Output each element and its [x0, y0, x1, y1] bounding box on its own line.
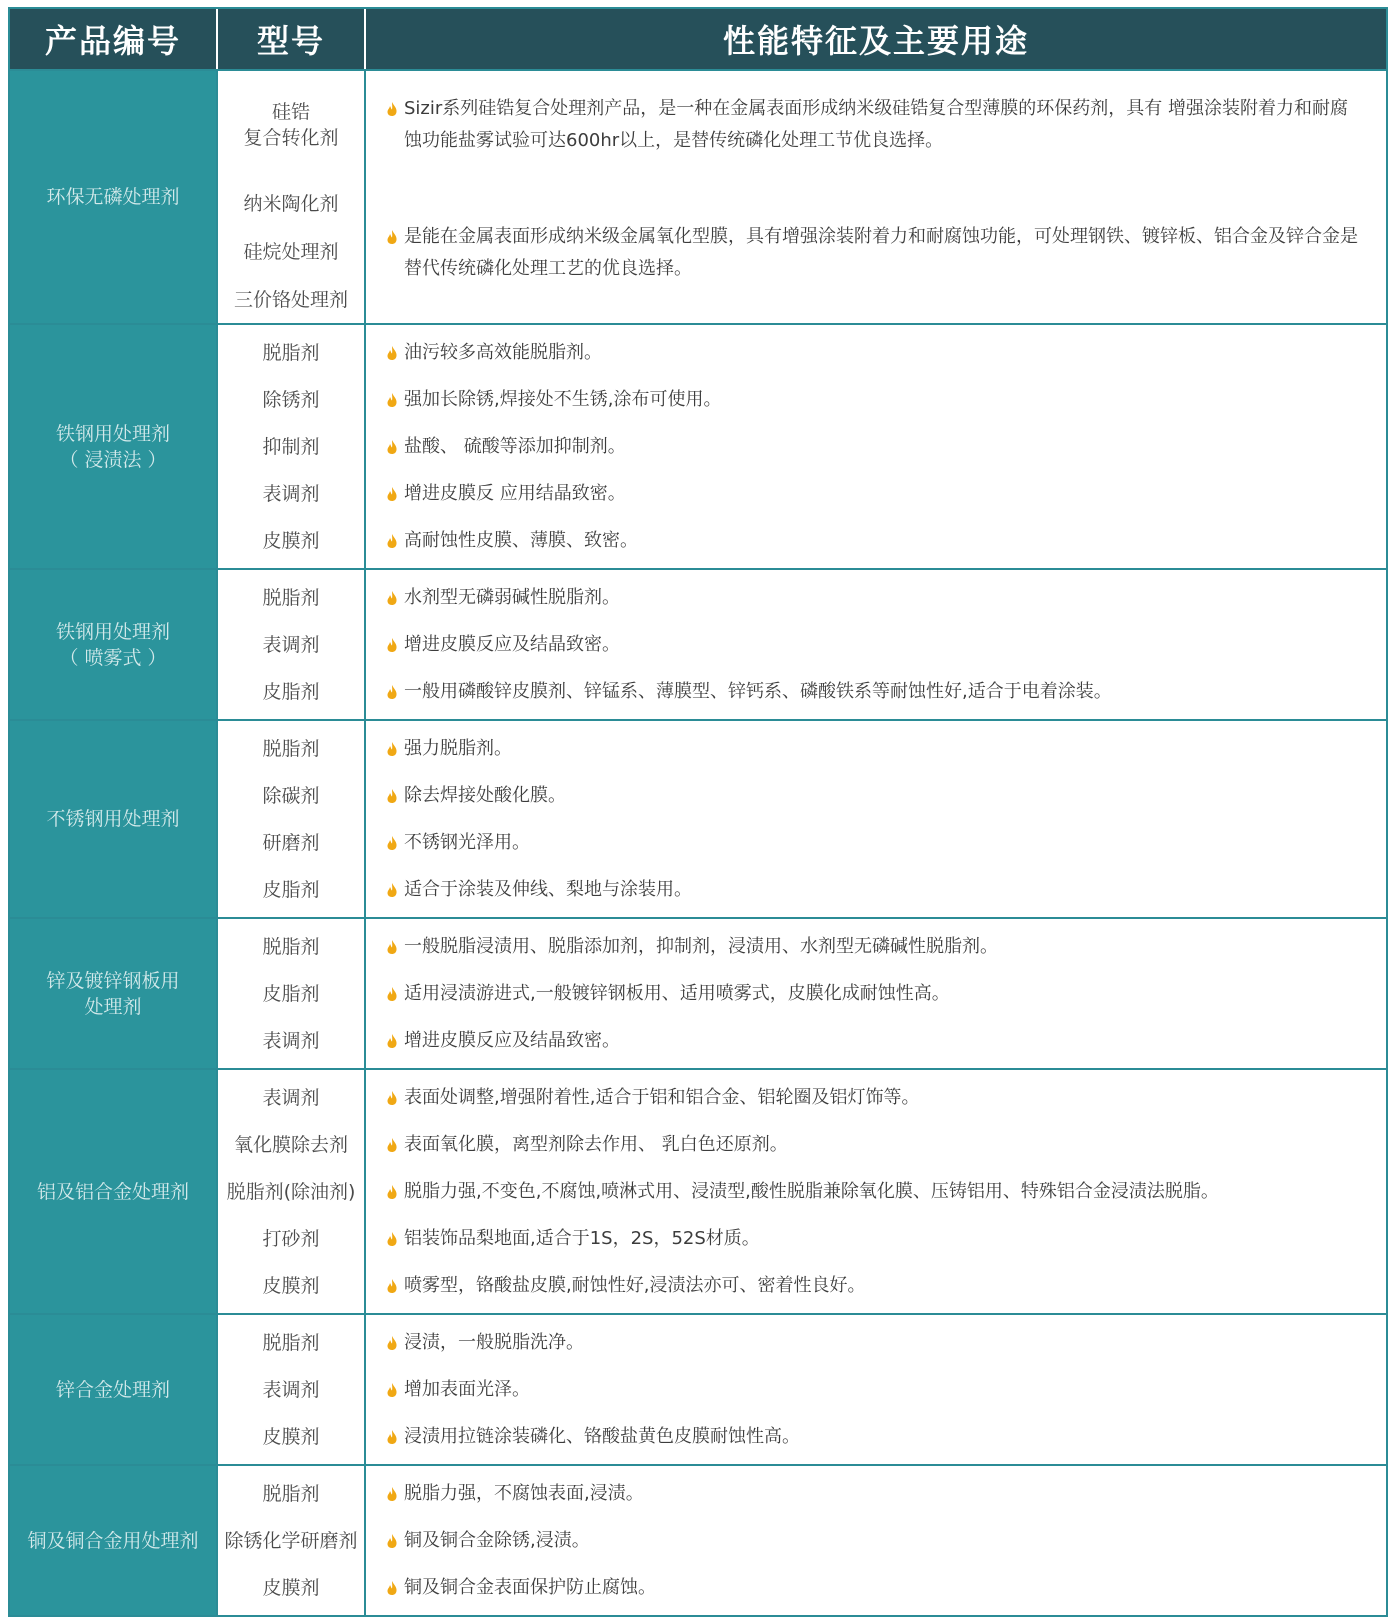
feature-description: 铝装饰品梨地面,适合于1S，2S，52S材质。 [404, 1227, 760, 1249]
model-name: 抑制剂 [262, 435, 320, 458]
model-name: 皮膜剂 [262, 529, 320, 552]
feature-description: 水剂型无磷弱碱性脱脂剂。 [404, 586, 620, 608]
model-name: 表调剂 [262, 1029, 320, 1052]
model-name: 皮膜剂 [262, 1274, 320, 1297]
flame-bullet-icon [386, 629, 400, 661]
model-name: 皮脂剂 [262, 982, 320, 1005]
model-cell [216, 1466, 366, 1615]
flame-bullet-icon-shape [386, 1486, 398, 1502]
model-cell [216, 71, 366, 323]
model-name: 硅烷处理剂 [243, 241, 339, 263]
feature-text [366, 1470, 1386, 1517]
feature-text [366, 574, 1386, 621]
feature-description: 不锈钢光泽用。 [404, 831, 530, 853]
category-cell: 铁钢用处理剂 （ 喷雾式 ） [10, 570, 216, 719]
feature-text [366, 1517, 1386, 1564]
category-cell: 锌合金处理剂 [10, 1315, 216, 1464]
model-name: 脱脂剂 [262, 1482, 320, 1505]
flame-bullet-icon-shape [386, 986, 398, 1002]
header-product-code: 产品编号 [10, 9, 218, 69]
flame-bullet-icon-shape [386, 345, 398, 361]
flame-bullet-icon-shape [386, 1137, 398, 1153]
flame-bullet-icon [386, 780, 400, 812]
feature-text [366, 1168, 1386, 1215]
model-name: 脱脂剂 [262, 737, 320, 760]
feature-cell [366, 1466, 1386, 1615]
feature-text [366, 1215, 1386, 1262]
flame-bullet-icon-shape [386, 637, 398, 653]
feature-text [366, 1319, 1386, 1366]
model-name: 皮膜剂 [262, 1425, 320, 1448]
model-name: 皮脂剂 [262, 878, 320, 901]
feature-description: 表面氧化膜，离型剂除去作用、 乳白色还原剂。 [404, 1133, 788, 1155]
feature-description: 脱脂力强,不变色,不腐蚀,喷淋式用、浸渍型,酸性脱脂兼除氧化膜、压铸铝用、特殊铝合金浸渍法脱脂。 [404, 1180, 1219, 1202]
flame-bullet-icon [386, 582, 400, 614]
feature-text [366, 819, 1386, 866]
feature-text [366, 423, 1386, 470]
flame-bullet-icon [386, 478, 400, 510]
feature-text [366, 517, 1386, 564]
feature-text [366, 1413, 1386, 1460]
model-name: 脱脂剂 [262, 1331, 320, 1354]
feature-text [366, 93, 1386, 157]
table-group [10, 1068, 1386, 1313]
flame-bullet-icon [386, 1421, 400, 1453]
model-name: 三价铬处理剂 [233, 289, 348, 311]
product-table [8, 7, 1388, 1617]
model-name: 氧化膜除去剂 [233, 1133, 348, 1156]
flame-bullet-icon-shape [386, 1429, 398, 1445]
flame-bullet-icon-shape [386, 741, 398, 757]
category-cell: 铁钢用处理剂 （ 浸渍法 ） [10, 325, 216, 568]
feature-text [366, 1121, 1386, 1168]
feature-text [366, 376, 1386, 423]
model-name: 表调剂 [262, 1378, 320, 1401]
flame-bullet-icon [386, 221, 400, 253]
flame-bullet-icon [386, 1223, 400, 1255]
model-name: 表调剂 [262, 633, 320, 656]
flame-bullet-icon-shape [386, 1382, 398, 1398]
feature-text [366, 329, 1386, 376]
model-name: 除锈化学研磨剂 [224, 1529, 358, 1552]
model-cell [216, 1070, 366, 1313]
feature-description: 增进皮膜反应及结晶致密。 [404, 633, 620, 655]
feature-cell [366, 325, 1386, 568]
feature-description: 脱脂力强，不腐蚀表面,浸渍。 [404, 1482, 644, 1504]
feature-description: 一般脱脂浸渍用、脱脂添加剂，抑制剂，浸渍用、水剂型无磷碱性脱脂剂。 [404, 935, 998, 957]
feature-cell [366, 71, 1386, 323]
flame-bullet-icon-shape [386, 1231, 398, 1247]
flame-bullet-icon-shape [386, 882, 398, 898]
model-cell [216, 1315, 366, 1464]
flame-bullet-icon-shape [386, 101, 398, 117]
table-group [10, 323, 1386, 568]
feature-description: 高耐蚀性皮膜、薄膜、致密。 [404, 529, 638, 551]
feature-cell [366, 919, 1386, 1068]
table-header [10, 9, 1386, 69]
flame-bullet-icon [386, 676, 400, 708]
header-model: 型号 [218, 9, 366, 69]
flame-bullet-icon-shape [386, 392, 398, 408]
feature-description: 除去焊接处酸化膜。 [404, 784, 566, 806]
flame-bullet-icon [386, 1176, 400, 1208]
flame-bullet-icon-shape [386, 1533, 398, 1549]
feature-text [366, 1366, 1386, 1413]
feature-text [366, 668, 1386, 715]
flame-bullet-icon-shape [386, 590, 398, 606]
model-name: 除碳剂 [262, 784, 320, 807]
model-cell [216, 570, 366, 719]
flame-bullet-icon-shape [386, 229, 398, 245]
model-name: 脱脂剂(除油剂) [226, 1180, 356, 1203]
feature-description: 浸渍用拉链涂装磷化、铬酸盐黄色皮膜耐蚀性高。 [404, 1425, 800, 1447]
model-cell [216, 919, 366, 1068]
feature-description: 铜及铜合金除锈,浸渍。 [404, 1529, 590, 1551]
flame-bullet-icon [386, 1327, 400, 1359]
flame-bullet-icon [386, 384, 400, 416]
flame-bullet-icon-shape [386, 1335, 398, 1351]
feature-text [366, 1074, 1386, 1121]
table-group [10, 568, 1386, 719]
model-name: 纳米陶化剂 [243, 193, 339, 215]
model-name: 打砂剂 [262, 1227, 320, 1250]
feature-text [366, 621, 1386, 668]
flame-bullet-icon [386, 874, 400, 906]
feature-description: Sizir系列硅锆复合处理剂产品，是一种在金属表面形成纳米级硅锆复合型薄膜的环保药剂，具有 增强涂装附着力和耐腐蚀功能盐雾试验可达600hr以上，是替传统磷化处理工节优良选择。 [404, 98, 1348, 151]
flame-bullet-icon [386, 1270, 400, 1302]
flame-bullet-icon-shape [386, 1090, 398, 1106]
model-cell [216, 325, 366, 568]
model-name: 硅锆 复合转化剂 [243, 101, 339, 149]
table-group [10, 69, 1386, 323]
feature-description: 表面处调整,增强附着性,适合于铝和铝合金、铝轮圈及铝灯饰等。 [404, 1086, 920, 1108]
feature-text [366, 1017, 1386, 1064]
feature-description: 铜及铜合金表面保护防止腐蚀。 [404, 1576, 656, 1598]
feature-text [366, 725, 1386, 772]
flame-bullet-icon-shape [386, 1278, 398, 1294]
feature-text [366, 866, 1386, 913]
feature-description: 强力脱脂剂。 [404, 737, 512, 759]
flame-bullet-icon-shape [386, 1184, 398, 1200]
model-name: 脱脂剂 [262, 935, 320, 958]
feature-description: 喷雾型，铬酸盐皮膜,耐蚀性好,浸渍法亦可、密着性良好。 [404, 1274, 866, 1296]
flame-bullet-icon [386, 978, 400, 1010]
feature-description: 浸渍，一般脱脂洗净。 [404, 1331, 584, 1353]
model-name: 表调剂 [262, 482, 320, 505]
model-cell [216, 721, 366, 917]
feature-description: 增进皮膜反 应用结晶致密。 [404, 482, 626, 504]
flame-bullet-icon-shape [386, 486, 398, 502]
feature-text [366, 221, 1386, 285]
flame-bullet-icon [386, 431, 400, 463]
header-features: 性能特征及主要用途 [722, 22, 1029, 60]
flame-bullet-icon [386, 1525, 400, 1557]
feature-description: 是能在金属表面形成纳米级金属氧化型膜，具有增强涂装附着力和耐腐蚀功能，可处理钢铁、镀锌板、铝合金及锌合金是替代传统磷化处理工艺的优良选择。 [404, 226, 1358, 279]
flame-bullet-icon [386, 1478, 400, 1510]
model-name: 研磨剂 [262, 831, 320, 854]
feature-text [366, 923, 1386, 970]
flame-bullet-icon-shape [386, 439, 398, 455]
flame-bullet-icon [386, 931, 400, 963]
flame-bullet-icon [386, 1374, 400, 1406]
flame-bullet-icon [386, 1082, 400, 1114]
category-cell: 锌及镀锌钢板用 处理剂 [10, 919, 216, 1068]
flame-bullet-icon [386, 337, 400, 369]
feature-cell [366, 570, 1386, 719]
flame-bullet-icon [386, 1025, 400, 1057]
feature-description: 增进皮膜反应及结晶致密。 [404, 1029, 620, 1051]
model-name: 脱脂剂 [262, 341, 320, 364]
flame-bullet-icon [386, 93, 400, 125]
flame-bullet-icon [386, 1129, 400, 1161]
model-name: 皮膜剂 [262, 1576, 320, 1599]
feature-text [366, 470, 1386, 517]
flame-bullet-icon-shape [386, 1033, 398, 1049]
category-cell: 铝及铝合金处理剂 [10, 1070, 216, 1313]
feature-cell [366, 721, 1386, 917]
model-name: 表调剂 [262, 1086, 320, 1109]
category-cell: 环保无磷处理剂 [10, 71, 216, 323]
feature-cell [366, 1070, 1386, 1313]
flame-bullet-icon [386, 525, 400, 557]
category-cell: 铜及铜合金用处理剂 [10, 1466, 216, 1615]
flame-bullet-icon-shape [386, 788, 398, 804]
model-name: 皮脂剂 [262, 680, 320, 703]
flame-bullet-icon-shape [386, 835, 398, 851]
feature-description: 盐酸、 硫酸等添加抑制剂。 [404, 435, 626, 457]
feature-description: 强加长除锈,焊接处不生锈,涂布可使用。 [404, 388, 722, 410]
feature-description: 适合于涂装及伸线、梨地与涂装用。 [404, 878, 692, 900]
table-group [10, 719, 1386, 917]
feature-description: 一般用磷酸锌皮膜剂、锌锰系、薄膜型、锌钙系、磷酸铁系等耐蚀性好,适合于电着涂装。 [404, 680, 1112, 702]
table-group [10, 1313, 1386, 1464]
flame-bullet-icon [386, 733, 400, 765]
feature-text [366, 970, 1386, 1017]
table-group [10, 917, 1386, 1068]
feature-cell [366, 1315, 1386, 1464]
flame-bullet-icon-shape [386, 939, 398, 955]
model-name: 脱脂剂 [262, 586, 320, 609]
table-group [10, 1464, 1386, 1615]
flame-bullet-icon [386, 827, 400, 859]
feature-text [366, 772, 1386, 819]
model-name: 除锈剂 [262, 388, 320, 411]
flame-bullet-icon-shape [386, 684, 398, 700]
feature-description: 油污较多高效能脱脂剂。 [404, 341, 602, 363]
feature-text [366, 1262, 1386, 1309]
feature-description: 适用浸渍游进式,一般镀锌钢板用、适用喷雾式，皮膜化成耐蚀性高。 [404, 982, 950, 1004]
feature-description: 增加表面光泽。 [404, 1378, 530, 1400]
category-cell: 不锈钢用处理剂 [10, 721, 216, 917]
flame-bullet-icon-shape [386, 533, 398, 549]
